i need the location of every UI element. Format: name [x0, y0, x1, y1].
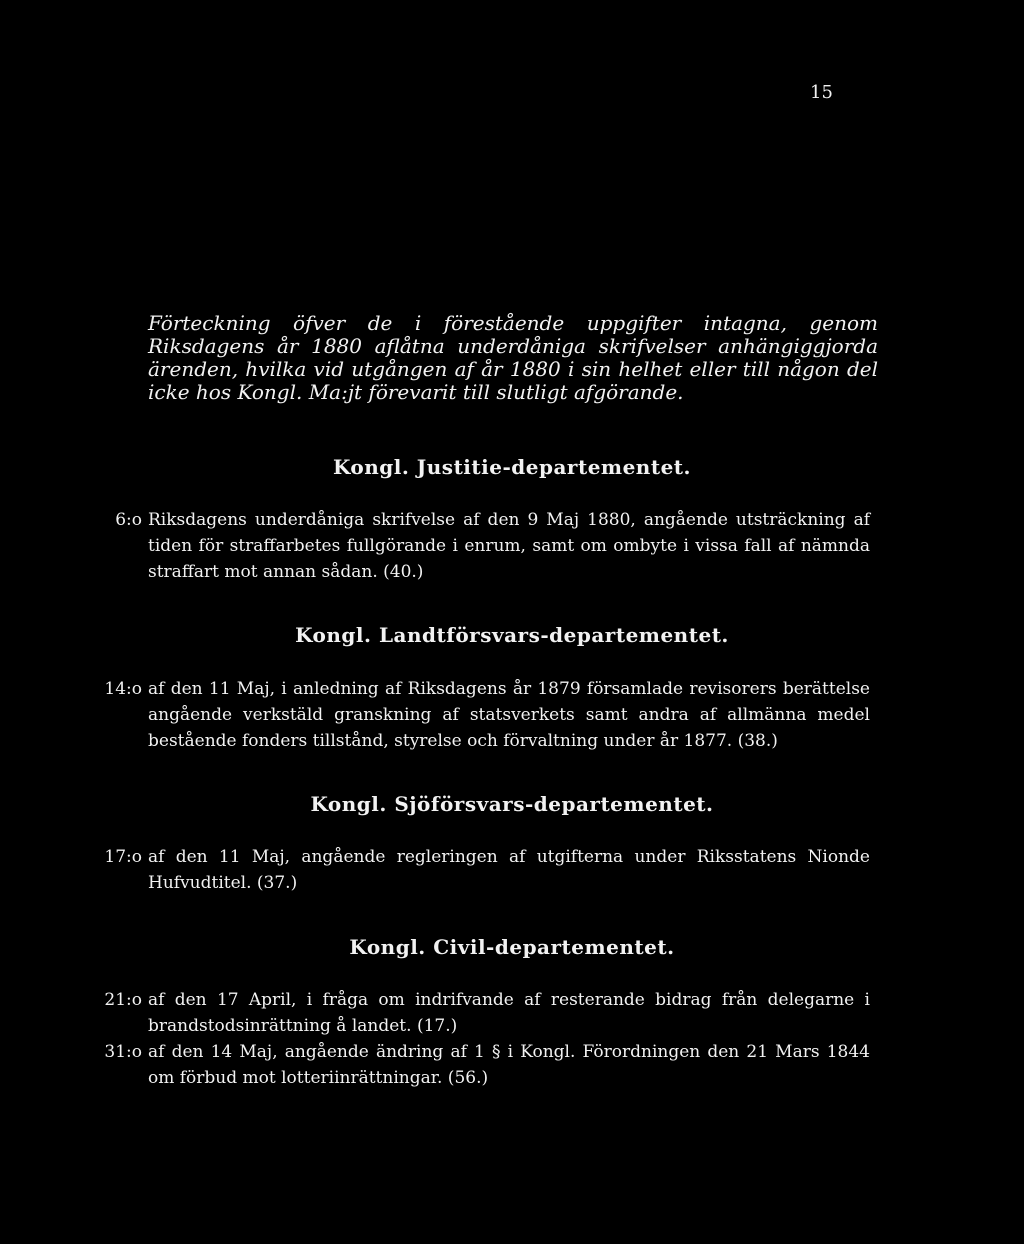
section-heading-civil: Kongl. Civil-departementet.	[349, 935, 675, 959]
entry-6	[100, 507, 870, 585]
entry-17	[100, 844, 870, 896]
section-heading-sjoforsvar: Kongl. Sjöförsvars-departementet.	[310, 792, 714, 816]
entry-number: 14:o	[104, 679, 142, 699]
intro-paragraph: Förteckning öfver de i förestående uppgifter intagna, genom Riksdagens år 1880 aflåtna underdåniga skrifvelser anhängiggjorda ärenden, hvilka vid utgången af år 1880 i sin helhet eller till någon del icke hos Kongl. Ma:jt förevarit till slutligt afgörande.	[148, 311, 878, 404]
entry-text: af den 11 Maj, i anledning af Riksdagens år 1879 församlade revisorers berättelse angående verkstäld granskning af statsverkets samt andra af allmänna medel bestående fonders tillstånd, styrelse och förvaltning under år 1877. (38.)	[148, 679, 870, 751]
section-heading-landtforsvar: Kongl. Landtförsvars-departementet.	[295, 623, 729, 647]
entry-text: af den 17 April, i fråga om indrifvande af resterande bidrag från delegarne i brandstodsinrättning å landet. (17.)	[148, 990, 870, 1036]
entry-text: af den 11 Maj, angående regleringen af utgifterna under Riksstatens Nionde Hufvudtitel. (37.)	[148, 847, 870, 893]
entry-number: 21:o	[104, 990, 142, 1010]
entry-21	[100, 987, 870, 1039]
section-heading-justitie: Kongl. Justitie-departementet.	[332, 455, 692, 479]
page-number: 15	[810, 82, 833, 103]
entry-text: af den 14 Maj, angående ändring af 1 § i Kongl. Förordningen den 21 Mars 1844 om förbud mot lotteriinrättningar. (56.)	[148, 1042, 870, 1088]
entry-number: 31:o	[104, 1042, 142, 1062]
entry-31	[100, 1039, 870, 1091]
entry-text: Riksdagens underdåniga skrifvelse af den 9 Maj 1880, angående utsträckning af tiden för straffarbetes fullgörande i enrum, samt om ombyte i vissa fall af nämnda straffart mot annan sådan. (40.)	[148, 510, 870, 582]
entry-number: 6:o	[115, 510, 142, 530]
entry-number: 17:o	[104, 847, 142, 867]
entry-14	[100, 676, 870, 754]
